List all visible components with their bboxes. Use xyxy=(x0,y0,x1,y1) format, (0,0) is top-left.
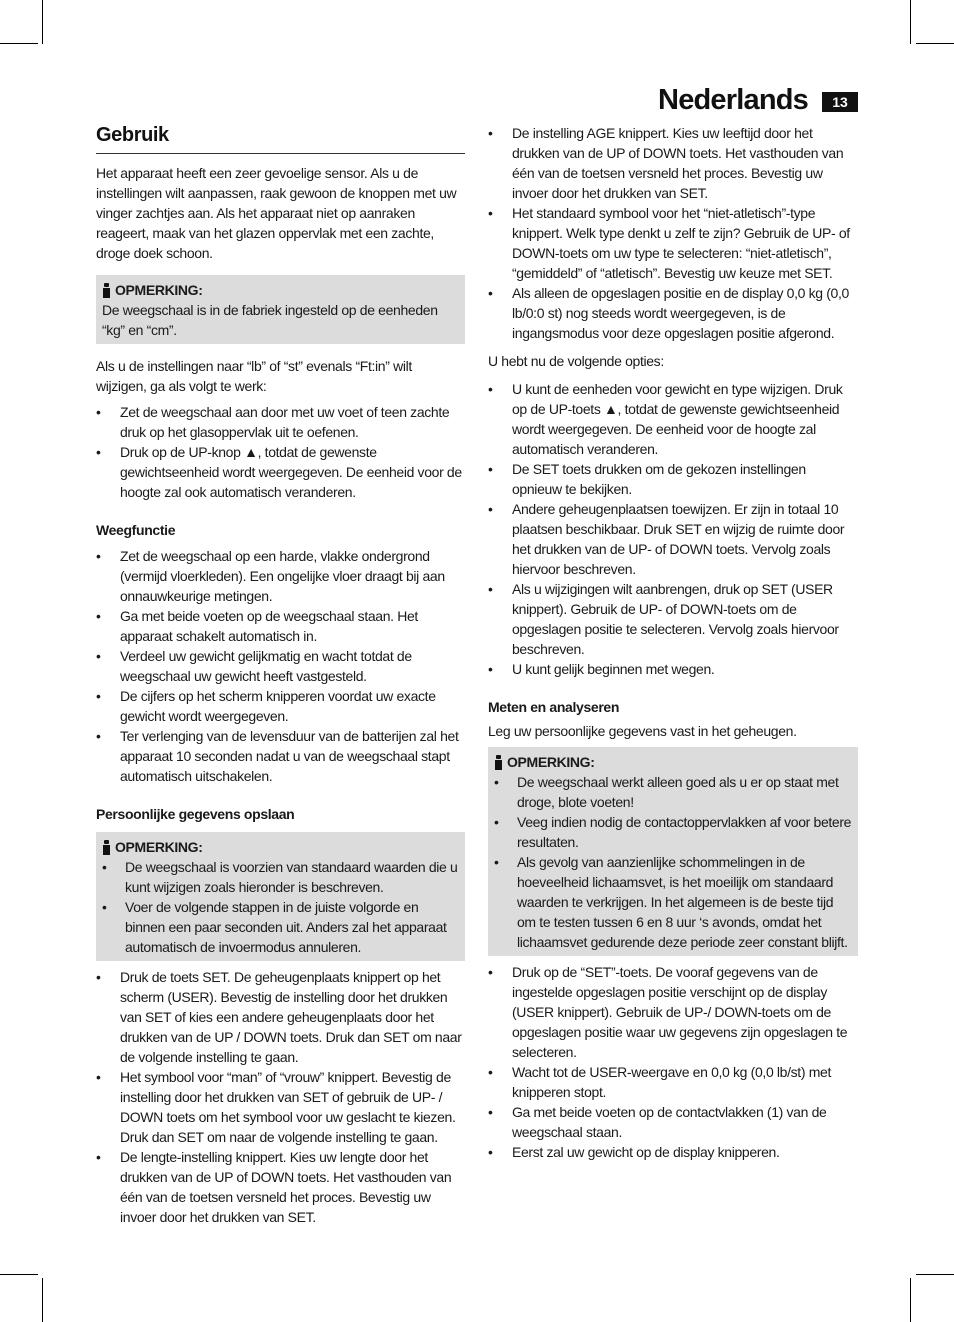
list-item: • Druk op de “SET”-toets. De vooraf gegevens van de ingestelde opgeslagen positie verschijnt op de display (USER knippert). Gebruik de UP-/ DOWN-toets om de opgeslagen positie waar uw gegevens zijn opgeslagen te selecteren. xyxy=(488,962,858,1062)
list-item: • Druk de toets SET. De geheugenplaats knippert op het scherm (USER). Bevestig de instelling door het drukken van SET of kies een andere geheugenplaats door het drukken van de UP / DOWN toets. Druk dan SET om naar de volgende instelling te gaan. xyxy=(96,967,465,1067)
list-item: • Zet de weegschaal op een harde, vlakke ondergrond (vermijd vloerkleden). Een ongelijke vloer draagt bij aan onnauwkeurige metingen. xyxy=(96,546,465,606)
crop-mark xyxy=(0,1274,38,1275)
list-item: • Als alleen de opgeslagen positie en de display 0,0 kg (0,0 lb/0:0 st) nog steeds wordt weergegeven, is de ingangsmodus voor deze opgeslagen positie afgerond. xyxy=(488,283,858,343)
note-box xyxy=(488,747,858,956)
note-heading-text: OPMERKING: xyxy=(115,839,203,855)
note-list xyxy=(494,772,852,952)
list-item: • De SET toets drukken om de gekozen instellingen opnieuw te bekijken. xyxy=(488,459,858,499)
list-item: • Het symbool voor “man” of “vrouw” knippert. Bevestig de instelling door het drukken van SET of gebruik de UP- / DOWN toets om het symbool voor uw geslacht te kiezen. Druk dan SET om naar de volgende instelling te gaan. xyxy=(96,1067,465,1147)
list-item: • De weegschaal is voorzien van standaard waarden die u kunt wijzigen zoals hieronder is beschreven. xyxy=(102,857,459,897)
measure-steps-list xyxy=(488,962,858,1162)
steps-continued-list xyxy=(488,123,858,343)
note-box xyxy=(96,275,465,344)
note-heading xyxy=(102,280,459,300)
page-language-title: Nederlands xyxy=(658,84,808,116)
list-item: • Verdeel uw gewicht gelijkmatig en wacht totdat de weegschaal uw gewicht heeft vastgesteld. xyxy=(96,646,465,686)
left-column xyxy=(96,120,465,1227)
section-title: Gebruik xyxy=(96,120,465,154)
list-item: • Als gevolg van aanzienlijke schommelingen in de hoeveelheid lichaamsvet, is het moeilijk om standaard waarden te verkrijgen. In het algemeen is de beste tijd om te testen tussen 6 en 8 uur ‘s avonds, omdat het lichaamsvet gedurende deze periode zeer constant blijft. xyxy=(494,852,852,952)
subsection-title: Weegfunctie xyxy=(96,522,176,538)
list-item: • Ter verlenging van de levensduur van de batterijen zal het apparaat 10 seconden nadat u van de weegschaal stapt automatisch uitschakelen. xyxy=(96,726,465,786)
personal-steps-list xyxy=(96,967,465,1227)
list-item: • U kunt gelijk beginnen met wegen. xyxy=(488,659,858,679)
subsection-title: Meten en analyseren xyxy=(488,699,620,715)
list-item: • De instelling AGE knippert. Kies uw leeftijd door het drukken van de UP of DOWN toets. Het vasthouden van één van de toetsen versneld het proces. Bevestig uw invoer door het drukken van SET. xyxy=(488,123,858,203)
crop-mark xyxy=(42,0,43,44)
crop-mark xyxy=(916,43,954,44)
crop-mark xyxy=(42,1278,43,1322)
options-intro: U hebt nu de volgende opties: xyxy=(488,353,664,369)
list-item: • De cijfers op het scherm knipperen voordat uw exacte gewicht wordt weergegeven. xyxy=(96,686,465,726)
units-steps-list xyxy=(96,402,465,502)
intro-paragraph: Het apparaat heeft een zeer gevoelige sensor. Als u de instellingen wilt aanpassen, raak gewoon de knoppen met uw vinger zachtjes aan. Als het apparaat niet op aanraken reageert, maak van het glazen oppervlak met een zachte, droge doek schoon. xyxy=(96,165,457,261)
note-box xyxy=(96,832,465,961)
note-heading xyxy=(102,837,459,857)
note-text: De weegschaal is in de fabriek ingesteld op de eenheden “kg” en “cm”. xyxy=(102,302,438,338)
list-item: • U kunt de eenheden voor gewicht en type wijzigen. Druk op de UP-toets ▲, totdat de gewenste gewichtseenheid wordt weergegeven. De eenheid voor de hoogte zal automatisch veranderen. xyxy=(488,379,858,459)
list-item: • Andere geheugenplaatsen toewijzen. Er zijn in totaal 10 plaatsen beschikbaar. Druk SET en wijzig de ruimte door het drukken van de UP- of DOWN toets. Vervolg zoals hiervoor beschreven. xyxy=(488,499,858,579)
options-list xyxy=(488,379,858,679)
list-item: • Het standaard symbool voor het “niet-atletisch”-type knippert. Welk type denkt u zelf te zijn? Gebruik de UP- of DOWN-toets om uw type te selecteren: “niet-atletisch”, “gemiddeld” of “atletisch”. Bevestig uw keuze met SET. xyxy=(488,203,858,283)
list-item: • Eerst zal uw gewicht op de display knipperen. xyxy=(488,1142,858,1162)
list-item: • Ga met beide voeten op de contactvlakken (1) van de weegschaal staan. xyxy=(488,1102,858,1142)
subsection-title: Persoonlijke gegevens opslaan xyxy=(96,806,295,822)
list-item: • Veeg indien nodig de contactoppervlakken af voor betere resultaten. xyxy=(494,812,852,852)
crop-mark xyxy=(0,43,38,44)
list-item: • Als u wijzigingen wilt aanbrengen, druk op SET (USER knippert). Gebruik de UP- of DOWN-toets om de opgeslagen positie te selecteren. Vervolg zoals hiervoor beschreven. xyxy=(488,579,858,659)
crop-mark xyxy=(910,1278,911,1322)
list-item: • Druk op de UP-knop ▲, totdat de gewenste gewichtseenheid wordt weergegeven. De eenheid voor de hoogte zal ook automatisch veranderen. xyxy=(96,442,465,502)
info-icon xyxy=(494,755,503,770)
right-column xyxy=(488,123,858,1162)
note-heading-text: OPMERKING: xyxy=(115,282,203,298)
page-number-badge: 13 xyxy=(822,92,858,112)
list-item: • De lengte-instelling knippert. Kies uw lengte door het drukken van de UP of DOWN toets. Het vasthouden van één van de toetsen versneld het proces. Bevestig uw invoer door het drukken van SET. xyxy=(96,1147,465,1227)
list-item: • Zet de weegschaal aan door met uw voet of teen zachte druk op het glasoppervlak uit te oefenen. xyxy=(96,402,465,442)
note-list xyxy=(102,857,459,957)
note-heading-text: OPMERKING: xyxy=(507,754,595,770)
list-item: • Wacht tot de USER-weergave en 0,0 kg (0,0 lb/st) met knipperen stopt. xyxy=(488,1062,858,1102)
crop-mark xyxy=(910,0,911,44)
measure-intro: Leg uw persoonlijke gegevens vast in het geheugen. xyxy=(488,723,797,739)
crop-mark xyxy=(916,1274,954,1275)
units-intro: Als u de instellingen naar “lb” of “st” evenals “Ft:in” wilt wijzigen, ga als volgt te werk: xyxy=(96,358,412,394)
list-item: • De weegschaal werkt alleen goed als u er op staat met droge, blote voeten! xyxy=(494,772,852,812)
list-item: • Ga met beide voeten op de weegschaal staan. Het apparaat schakelt automatisch in. xyxy=(96,606,465,646)
note-heading xyxy=(494,752,852,772)
weigh-steps-list xyxy=(96,546,465,786)
list-item: • Voer de volgende stappen in de juiste volgorde en binnen een paar seconden uit. Anders zal het apparaat automatisch de invoermodus annuleren. xyxy=(102,897,459,957)
info-icon xyxy=(102,840,111,855)
info-icon xyxy=(102,283,111,298)
